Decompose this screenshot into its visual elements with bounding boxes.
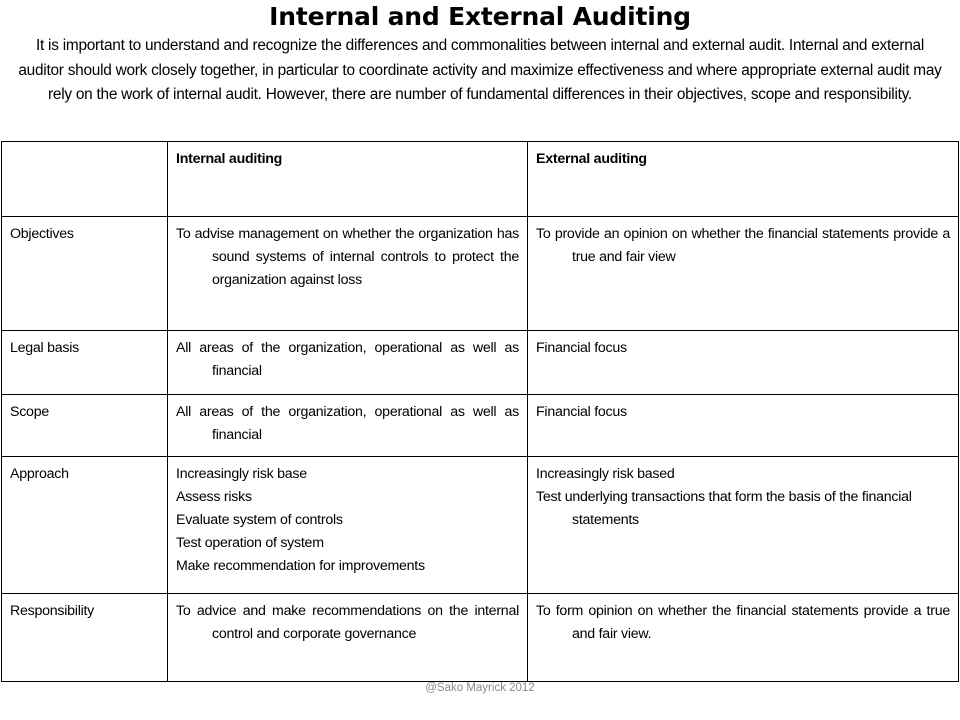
cell-text: Financial focus: [536, 340, 627, 356]
row-label-responsibility: Responsibility: [2, 594, 168, 682]
list-item: Increasingly risk based: [536, 466, 675, 482]
list-item: Make recommendation for improvements: [176, 558, 425, 574]
cell-text: Financial focus: [536, 404, 627, 420]
cell-text: To form opinion on whether the financial statements provide a true and fair view.: [536, 603, 950, 642]
cell-text: All areas of the organization, operational as well as financial: [176, 340, 519, 379]
cell-text: To provide an opinion on whether the financial statements provide a true and fair view: [536, 226, 950, 265]
footer-credit: @Sako Mayrick 2012: [425, 682, 535, 694]
cell-internal: [168, 217, 528, 331]
row-label-objectives: Objectives: [2, 217, 168, 331]
cell-internal: [168, 457, 528, 594]
table-row: [2, 594, 959, 682]
cell-internal: [168, 331, 528, 395]
cell-external: [528, 395, 959, 457]
cell-text: To advise management on whether the organization has sound systems of internal controls to protect the organization against loss: [176, 226, 519, 288]
table-row: [2, 395, 959, 457]
intro-paragraph: It is important to understand and recognize the differences and commonalities between internal and external audit. Internal and external auditor should work closely together, in particular to coordinate activity and maximize effectiveness and where appropriate external audit may rely on the work of internal audit. However, there are number of fundamental differences in their objectives, scope and responsibility.: [18, 37, 942, 103]
table-header-row: [2, 142, 959, 217]
cell-external: [528, 217, 959, 331]
list-item: Evaluate system of controls: [176, 512, 343, 528]
header-cell-internal: [168, 142, 528, 217]
cell-text: To advice and make recommendations on the internal control and corporate governance: [176, 603, 519, 642]
table-row: [2, 457, 959, 594]
cell-internal: [168, 395, 528, 457]
list-item: Increasingly risk base: [176, 466, 307, 482]
cell-internal: [168, 594, 528, 682]
comparison-table: [1, 141, 959, 682]
list-item: Test operation of system: [176, 535, 324, 551]
cell-external: [528, 457, 959, 594]
row-label-scope: Scope: [2, 395, 168, 457]
header-cell-external: [528, 142, 959, 217]
header-cell-empty: [2, 142, 168, 217]
list-item: Test underlying transactions that form the basis of the financial statements: [536, 489, 912, 528]
row-label-legal-basis: Legal basis: [2, 331, 168, 395]
row-label-approach: Approach: [2, 457, 168, 594]
table-row: [2, 331, 959, 395]
slide-title: Internal and External Auditing: [269, 2, 691, 31]
cell-external: [528, 594, 959, 682]
header-external-label: External auditing: [536, 151, 647, 167]
cell-external: [528, 331, 959, 395]
cell-text: All areas of the organization, operational as well as financial: [176, 404, 519, 443]
table-row: [2, 217, 959, 331]
header-internal-label: Internal auditing: [176, 151, 283, 167]
list-item: Assess risks: [176, 489, 252, 505]
